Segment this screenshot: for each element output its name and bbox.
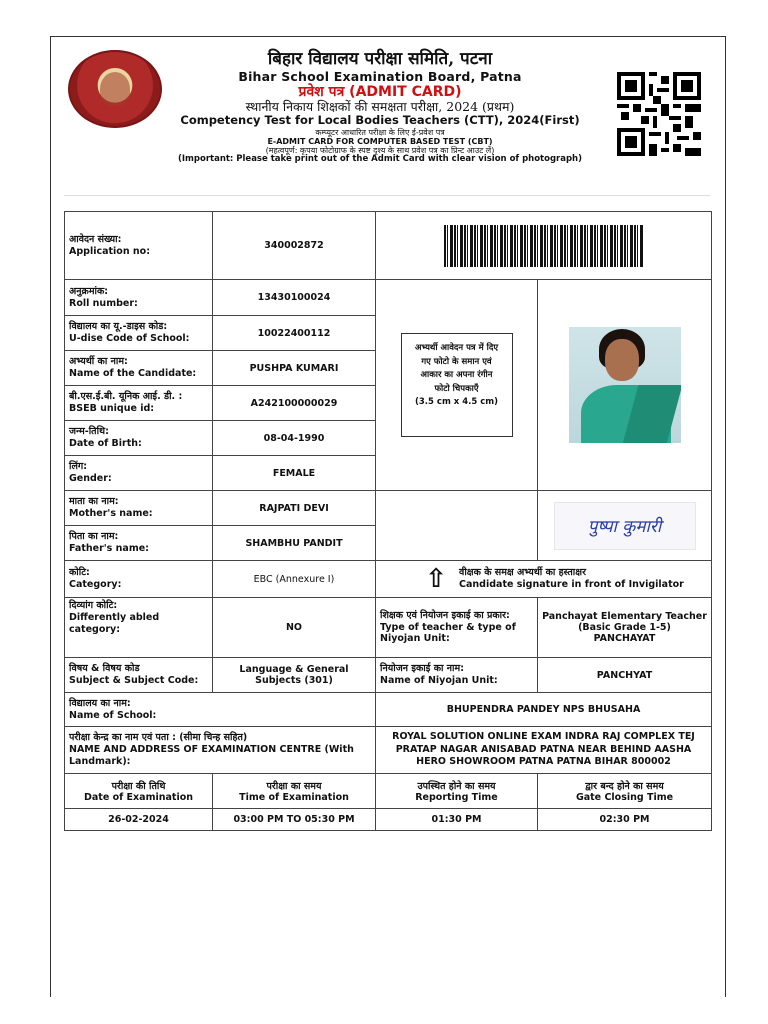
father-name-value: SHAMBHU PANDIT: [213, 526, 376, 561]
subject-label: विषय & विषय कोड Subject & Subject Code:: [65, 658, 213, 693]
gate-closing-header: द्वार बन्द होने का समय Gate Closing Time: [538, 774, 712, 809]
father-name-label: पिता का नाम: Father's name:: [65, 526, 213, 561]
roll-number-label: अनुक्रमांक: Roll number:: [65, 280, 213, 316]
teacher-type-value: Panchayat Elementary Teacher (Basic Grade 1-5) PANCHAYAT: [538, 598, 712, 658]
niyojan-unit-value: PANCHYAT: [538, 658, 712, 693]
niyojan-unit-label: नियोजन इकाई का नाम: Name of Niyojan Unit:: [376, 658, 538, 693]
header-divider: [64, 195, 710, 196]
mother-name-value: RAJPATI DEVI: [213, 491, 376, 526]
disabled-category-value: NO: [213, 598, 376, 658]
category-label: कोटि: Category:: [65, 561, 213, 598]
hindi-important: (महत्वपूर्ण: कृपया फोटोग्राफ के स्पष्ट दृश्य के साथ प्रवेश पत्र का प्रिन्ट आउट लें): [265, 145, 495, 155]
dob-value: 08-04-1990: [213, 421, 376, 456]
barcode-icon: [444, 225, 644, 267]
candidate-signature: पुष्पा कुमारी: [554, 502, 696, 550]
category-value: EBC (Annexure I): [213, 561, 376, 598]
barcode-cell: [376, 212, 712, 280]
table-row: [65, 598, 712, 658]
header-text: [160, 50, 600, 165]
exam-time-header: परीक्षा का समय Time of Examination: [213, 774, 376, 809]
exam-date-header: परीक्षा की तिथि Date of Examination: [65, 774, 213, 809]
hindi-cbt: कम्प्यूटर आधारित परीक्षा के लिए ई-प्रवेश पत्र: [315, 127, 445, 137]
photo-cell: [538, 280, 712, 491]
roll-number-value: 13430100024: [213, 280, 376, 316]
english-cbt: E-ADMIT CARD FOR COMPUTER BASED TEST (CBT): [267, 136, 493, 146]
candidate-name-label: अभ्यर्थी का नाम: Name of the Candidate:: [65, 351, 213, 386]
header: [60, 44, 710, 194]
candidate-photo: [569, 327, 681, 443]
bseb-logo: [68, 50, 162, 128]
hindi-title: बिहार विद्यालय परीक्षा समिति, पटना: [267, 49, 493, 69]
table-row: [65, 693, 712, 727]
application-no-value: 340002872: [213, 212, 376, 280]
photo-instruction-cell: [376, 280, 538, 491]
arrow-up-icon: ⇧: [425, 564, 447, 594]
signature-caption: वीक्षक के समक्ष अभ्यर्थी का हस्ताक्षर Candidate signature in front of Invigilator: [459, 566, 684, 590]
table-row: [65, 491, 712, 526]
reporting-time-value: 01:30 PM: [376, 809, 538, 831]
admit-card-table: [64, 211, 712, 831]
table-row: [65, 809, 712, 831]
school-name-value: BHUPENDRA PANDEY NPS BHUSAHA: [376, 693, 712, 727]
exam-centre-label: परीक्षा केन्द्र का नाम एवं पता : (सीमा चिन्ह सहित) NAME AND ADDRESS OF EXAMINATION CENTRE (With Landmark):: [65, 727, 376, 774]
qr-code-icon: [617, 72, 701, 156]
table-row: [65, 561, 712, 598]
teacher-type-label: शिक्षक एवं नियोजन इकाई का प्रकार: Type of teacher & type of Niyojan Unit:: [376, 598, 538, 658]
english-subtitle: Competency Test for Local Bodies Teachers (CTT), 2024(First): [180, 113, 580, 128]
reporting-time-header: उपस्थित होने का समय Reporting Time: [376, 774, 538, 809]
gender-label: लिंग: Gender:: [65, 456, 213, 491]
empty-cell: [376, 491, 538, 561]
english-title: Bihar School Examination Board, Patna: [238, 68, 522, 84]
table-row: [65, 774, 712, 809]
signature-caption-cell: [376, 561, 712, 598]
school-name-label: विद्यालय का नाम: Name of School:: [65, 693, 376, 727]
admit-card-title: प्रवेश पत्र (ADMIT CARD): [298, 83, 462, 100]
english-important: (Important: Please take print out of the Admit Card with clear vision of photograph): [178, 154, 582, 165]
table-row: [65, 727, 712, 774]
exam-time-value: 03:00 PM TO 05:30 PM: [213, 809, 376, 831]
dob-label: जन्म-तिथि: Date of Birth:: [65, 421, 213, 456]
bseb-id-value: A242100000029: [213, 386, 376, 421]
bseb-id-label: बी.एस.ई.बी. यूनिक आई. डी. : BSEB unique id:: [65, 386, 213, 421]
photo-paste-box: अभ्यर्थी आवेदन पत्र में दिए गए फोटो के समान एवं आकार का अपना रंगीन फोटो चिपकाएँ (3.5 cm x 4.5 cm): [401, 333, 513, 437]
table-row: [65, 658, 712, 693]
table-row: [65, 212, 712, 280]
gate-closing-value: 02:30 PM: [538, 809, 712, 831]
udise-label: विद्यालय का यू.-डाइस कोड: U-dise Code of School:: [65, 316, 213, 351]
exam-date-value: 26-02-2024: [65, 809, 213, 831]
candidate-name-value: PUSHPA KUMARI: [213, 351, 376, 386]
exam-centre-value: ROYAL SOLUTION ONLINE EXAM INDRA RAJ COMPLEX TEJ PRATAP NAGAR ANISABAD PATNA NEAR BEHIND AASHA HERO SHOWROOM PATNA PATNA BIHAR 800002: [376, 727, 712, 774]
disabled-category-label: दिव्यांग कोटि: Differently abled category:: [65, 598, 213, 658]
mother-name-label: माता का नाम: Mother's name:: [65, 491, 213, 526]
signature-cell: [538, 491, 712, 561]
gender-value: FEMALE: [213, 456, 376, 491]
udise-value: 10022400112: [213, 316, 376, 351]
application-no-label: आवेदन संख्या: Application no:: [65, 212, 213, 280]
hindi-subtitle: स्थानीय निकाय शिक्षकों की समक्षता परीक्षा, 2024 (प्रथम): [245, 99, 515, 115]
subject-value: Language & General Subjects (301): [213, 658, 376, 693]
table-row: [65, 280, 712, 316]
